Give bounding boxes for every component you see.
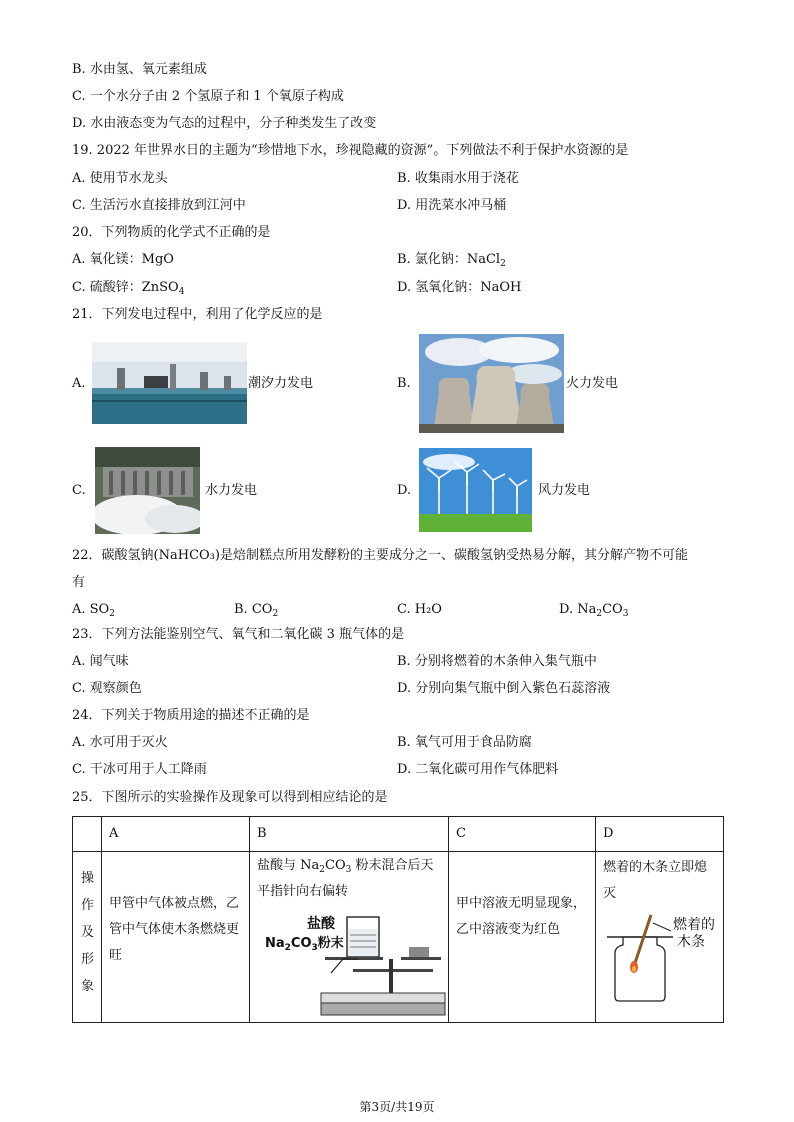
table-cell-d-text: 燃着的木条立即熄灭	[603, 860, 708, 901]
q18-option-d: D. 水由液态变为气态的过程中，分子种类发生了改变	[72, 116, 377, 131]
q21-option-a-label: A.	[72, 376, 86, 391]
table-row-label: 操 作 及 形 象	[81, 871, 95, 994]
jar-label-line2: 木条	[677, 934, 705, 950]
table-header-a: A	[109, 826, 119, 841]
q21-option-d-label: D.	[397, 483, 412, 498]
q20-option-b: B. 氯化钠：NaCl$_2$	[397, 252, 506, 269]
q24-option-a: A. 水可用于灭火	[72, 735, 168, 750]
q19-option-d: D. 用洗菜水冲马桶	[397, 198, 507, 213]
q24-option-c: C. 干冰可用于人工降雨	[72, 762, 207, 777]
table-header-d: D	[603, 826, 614, 841]
q22-option-a: A. $SO_2$	[72, 602, 115, 619]
balance-diagram	[261, 911, 447, 1019]
q22-option-d: D. $Na_2CO_3$	[559, 602, 629, 619]
q21-option-b-label: B.	[397, 376, 411, 391]
q22-option-b: B. $CO_2$	[234, 602, 279, 619]
q23-stem: 23．下列方法能鉴别空气、氧气和二氧化碳 3 瓶气体的是	[72, 627, 405, 642]
q21-option-b-text: 火力发电	[566, 376, 619, 391]
q23-option-d: D. 分别向集气瓶中倒入紫色石蕊溶液	[397, 681, 611, 696]
table-cell-b-text: 盐酸与 $Na_2CO_3$ 粉末混合后天平指针向右偏转	[257, 858, 434, 899]
q19-stem: 19. 2022 年世界水日的主题为“珍惜地下水，珍视隐藏的资源”。下列做法不利于保护水资源的是	[72, 143, 629, 158]
experiment-table	[72, 816, 724, 1023]
q19-option-a: A. 使用节水龙头	[72, 171, 168, 186]
tidal-power-image	[92, 342, 247, 424]
table-header-c: C	[456, 826, 466, 841]
q22-option-c: C. H₂O	[397, 602, 442, 617]
q23-option-a: A. 闻气味	[72, 654, 129, 669]
q25-stem: 25．下图所示的实验操作及现象可以得到相应结论的是	[72, 790, 388, 805]
q19-option-c: C. 生活污水直接排放到江河中	[72, 198, 246, 213]
wind-power-image	[419, 448, 532, 532]
q21-option-d-text: 风力发电	[538, 483, 591, 498]
table-cell-c: 甲中溶液无明显现象，乙中溶液变为红色	[456, 896, 587, 937]
q21-option-c-text: 水力发电	[205, 483, 258, 498]
q23-option-b: B. 分别将燃着的木条伸入集气瓶中	[397, 654, 597, 669]
q22-stem: 22．碳酸氢钠(NaHCO₃)是焙制糕点所用发酵粉的主要成分之一、碳酸氢钠受热易分解，其分解产物不可能	[72, 548, 688, 563]
q22-stem-cont: 有	[72, 575, 86, 590]
hydro-power-image	[95, 447, 200, 534]
q20-option-d: D. 氢氧化钠：NaOH	[397, 280, 522, 295]
q18-option-b: B. 水由氢、氧元素组成	[72, 62, 207, 77]
q21-stem: 21．下列发电过程中，利用了化学反应的是	[72, 307, 323, 322]
jar-label-line1: 燃着的	[673, 917, 715, 933]
q21-option-a-text: 潮汐力发电	[248, 376, 314, 391]
page-footer: 第3页/共19页	[359, 1100, 435, 1114]
q18-option-c: C. 一个水分子由 2 个氢原子和 1 个氧原子构成	[72, 89, 344, 104]
q19-option-b: B. 收集雨水用于浇花	[397, 171, 519, 186]
q21-option-c-label: C.	[72, 483, 86, 498]
q24-option-d: D. 二氧化碳可用作气体肥料	[397, 762, 559, 777]
thermal-power-image	[419, 334, 564, 433]
table-header-b: B	[257, 826, 267, 841]
q20-stem: 20．下列物质的化学式不正确的是	[72, 225, 271, 240]
q24-option-b: B. 氧气可用于食品防腐	[397, 735, 532, 750]
table-cell-a: 甲管中气体被点燃，乙管中气体使木条燃烧更旺	[109, 896, 240, 963]
balance-label-powder: $Na_2CO_3$粉末	[265, 936, 344, 953]
q20-option-a: A. 氧化镁：MgO	[72, 252, 174, 267]
q23-option-c: C. 观察颜色	[72, 681, 142, 696]
balance-label-acid: 盐酸	[307, 916, 335, 932]
q24-stem: 24．下列关于物质用途的描述不正确的是	[72, 708, 310, 723]
q20-option-c: C. 硫酸锌：ZnSO$_4$	[72, 280, 185, 297]
